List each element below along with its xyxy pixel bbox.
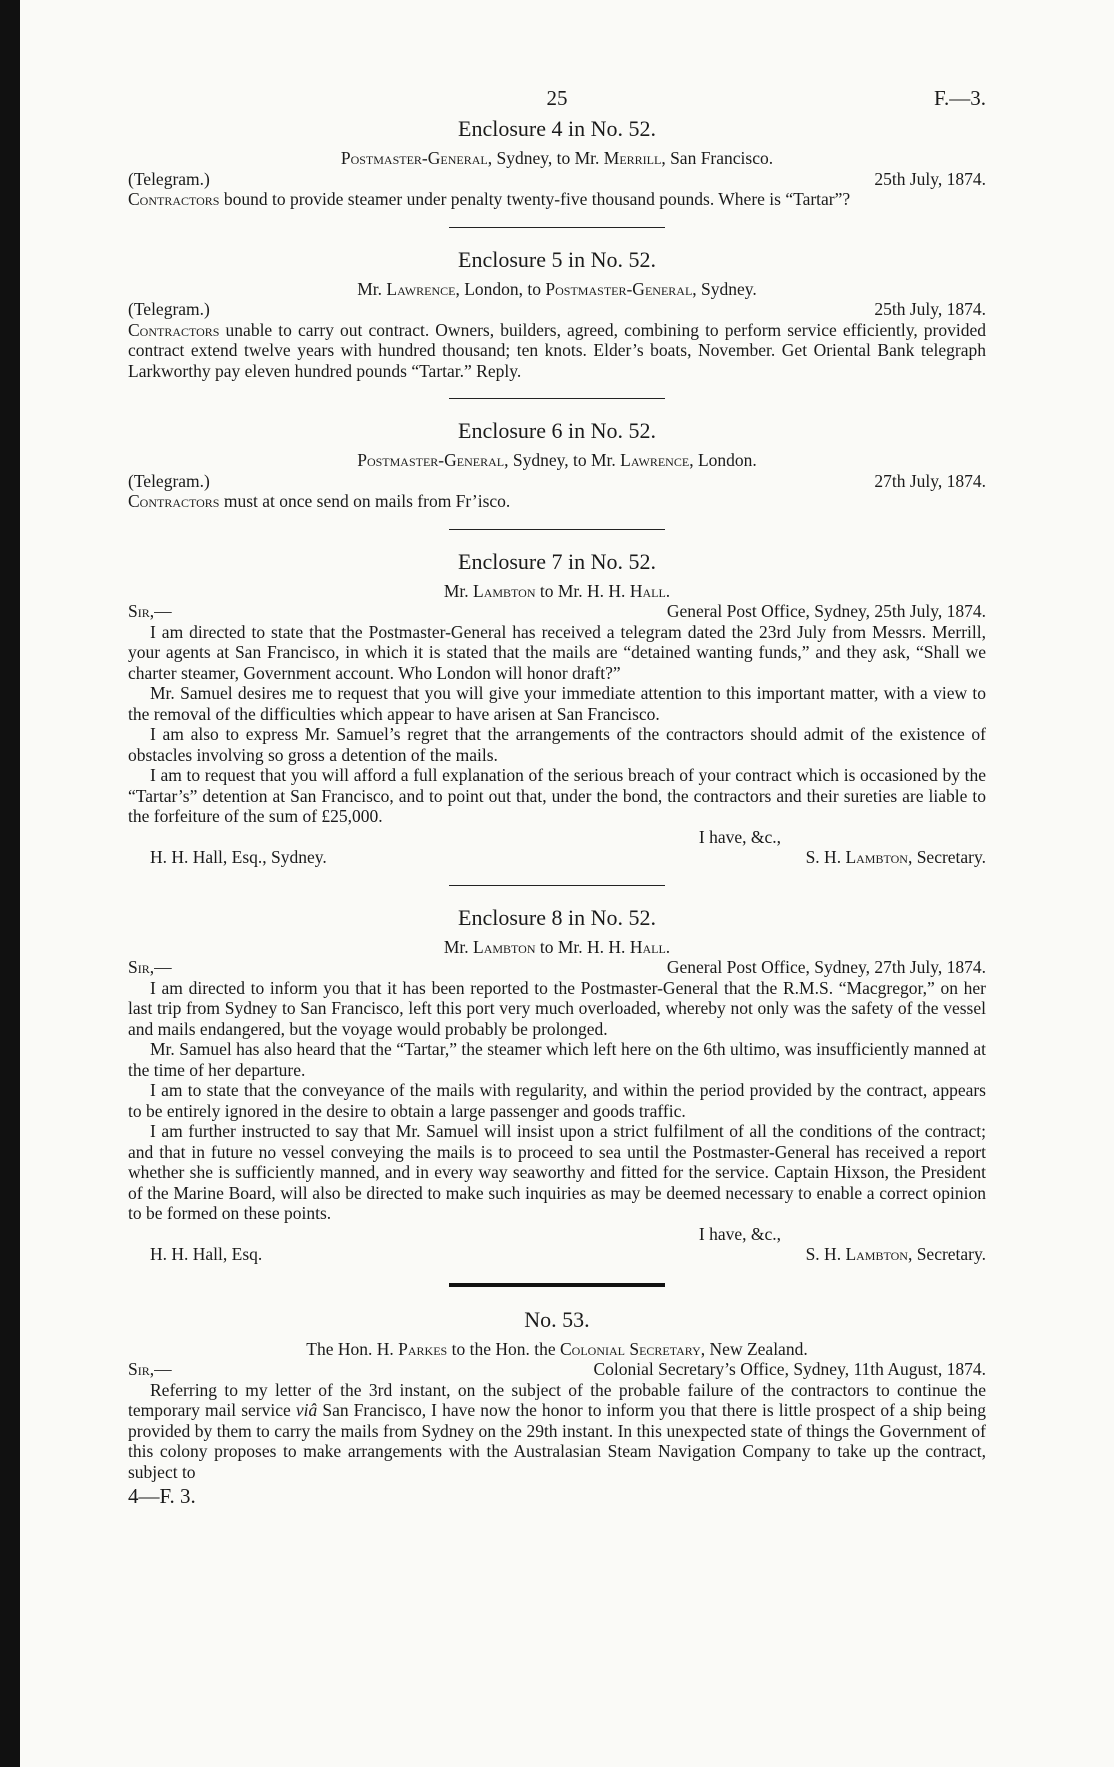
- recipient: Hall: [629, 580, 666, 601]
- major-divider: [449, 1283, 665, 1287]
- document-page: [128, 78, 986, 1507]
- salutation-line: [128, 1359, 986, 1380]
- section-divider: [449, 529, 665, 530]
- signatory-name: Lambton: [845, 1244, 908, 1264]
- page-header: [128, 78, 986, 114]
- letter-paragraph: I am directed to state that the Postmaster-General has received a telegram dated the 23rd July from Messrs. Merrill, your agents at San Francisco, in which it is stated that the mails are “detained wanting funds,” and they ask, “Shall we charter steamer, Government account. Who London will honor draft?”: [128, 621, 986, 683]
- letter-paragraph: Mr. Samuel has also heard that the “Tartar,” the steamer which left here on the 6th ultimo, was insufficiently manned at the time of her departure.: [128, 1039, 986, 1080]
- letter-title: No. 53.: [524, 1306, 590, 1332]
- letter-paragraph: I am also to express Mr. Samuel’s regret that the arrangements of the contractors should admit of the existence of obstacles involving so gross a detention of the mails.: [128, 724, 986, 765]
- body-lead: Contractors: [128, 319, 220, 340]
- route-text: , Sydney, to Mr.: [504, 450, 621, 470]
- recipient: Postmaster-General: [545, 278, 693, 299]
- body-lead: Contractors: [128, 189, 220, 209]
- enclosure-5: [128, 247, 986, 382]
- enclosure-7: [128, 549, 986, 868]
- salutation: Sir,—: [128, 601, 172, 621]
- route-line: [128, 279, 986, 300]
- route-end: , San Francisco.: [661, 148, 774, 168]
- telegram-line: [128, 471, 986, 492]
- body-text: unable to carry out contract. Owners, builders, agreed, combining to perform service efficiently, provided contract extend twelve years with hundred thousand; ten knots. Elder’s boats, November. Get Oriental Bank telegraph Larkworthy pay eleven hundred pounds “Tartar.” Reply.: [128, 319, 986, 381]
- telegram-date: 25th July, 1874.: [874, 168, 986, 189]
- signature-line: [128, 847, 986, 868]
- route-prefix: Mr.: [443, 580, 474, 601]
- paragraph-text: San Francisco, I have now the honor to inform you that there is little prospect of a ship being provided by them to carry the mails from Sydney on the 29th instant. In this unexpected state of things the Government of this colony proposes to make arrangements with the Australasian Steam Navigation Company to take up the contract, subject to: [128, 1400, 986, 1482]
- route-text: , London, to: [455, 278, 546, 299]
- telegram-kind: (Telegram.): [128, 168, 210, 189]
- signatory-initials: S. H.: [805, 1244, 846, 1264]
- dateline: Colonial Secretary’s Office, Sydney, 11th August, 1874.: [593, 1359, 986, 1379]
- body-text: bound to provide steamer under penalty twenty-five thousand pounds. Where is “Tartar”?: [219, 189, 851, 209]
- enclosure-6: [128, 418, 986, 512]
- recipient: Colonial Secretary: [559, 1338, 701, 1359]
- enclosure-title: Enclosure 7 in No. 52.: [458, 548, 656, 574]
- recipient: Lawrence: [620, 450, 690, 470]
- enclosure-title: Enclosure 5 in No. 52.: [458, 246, 656, 272]
- body-lead: Contractors: [128, 491, 220, 511]
- section-divider: [449, 398, 665, 399]
- telegram-date: 27th July, 1874.: [874, 470, 986, 491]
- signatory: [806, 1244, 986, 1265]
- sender: Lambton: [473, 580, 536, 601]
- telegram-date: 25th July, 1874.: [874, 299, 986, 319]
- signature-mark: 4—F. 3.: [128, 1484, 196, 1508]
- binding-edge: [0, 0, 20, 1767]
- letter-paragraph: I am to request that you will afford a full explanation of the serious breach of your contract which is occasioned by the “Tartar’s” detention at San Francisco, and to point out that, under the bond, the contractors and their sureties are liable to the forfeiture of the sum of £25,000.: [128, 765, 986, 826]
- enclosure-title: Enclosure 8 in No. 52.: [458, 904, 656, 930]
- closing: I have, &c.,: [698, 826, 781, 847]
- route-prefix: The Hon. H.: [306, 1338, 399, 1359]
- addressee: H. H. Hall, Esq.: [150, 1244, 263, 1264]
- route-text: to Mr. H. H.: [535, 580, 630, 601]
- paragraph-text: Referring to my letter of the 3rd instant, on the subject of the probable failure of the contractors to continue the temporary mail service: [128, 1379, 986, 1420]
- recipient: Merrill: [603, 148, 662, 168]
- letter-paragraph: I am directed to inform you that it has been reported to the Postmaster-General that the R.M.S. “Macgregor,” on her last trip from Sydney to San Francisco, left this port very much overloaded, whereby not only was the safety of the vessel and mails endangered, but the voyage would probably be prolonged.: [128, 977, 986, 1039]
- route-line: [128, 937, 986, 958]
- enclosure-8: [128, 905, 986, 1265]
- page-number: 25: [546, 86, 568, 110]
- letter-paragraph: Mr. Samuel desires me to request that you will give your immediate attention to this important matter, with a view to the removal of the difficulties which appear to have arisen at San Francisco.: [128, 683, 986, 724]
- dateline: General Post Office, Sydney, 25th July, 1874.: [666, 601, 986, 621]
- salutation-line: [128, 957, 986, 978]
- route-end: .: [665, 580, 671, 601]
- sender: Postmaster-General: [357, 450, 505, 470]
- telegram-body: [128, 491, 986, 512]
- closing: I have, &c.,: [698, 1223, 781, 1244]
- sender: Postmaster-General: [340, 148, 488, 168]
- route-text: to Mr. H. H.: [535, 936, 630, 957]
- letter-paragraph: [128, 1380, 986, 1483]
- route-text: to the Hon. the: [447, 1338, 560, 1359]
- signatory-title: , Secretary.: [907, 847, 986, 867]
- salutation: Sir,—: [128, 957, 172, 977]
- letter-paragraph: I am to state that the conveyance of the mails with regularity, and within the period provided by the contract, appears to be entirely ignored in the desire to obtain a large passenger and goods traffic.: [128, 1080, 986, 1121]
- sender: Parkes: [398, 1338, 448, 1359]
- signatory-title: , Secretary.: [907, 1244, 986, 1264]
- body-text: must at once send on mails from Fr’isco.: [219, 491, 511, 511]
- telegram-kind: (Telegram.): [128, 470, 210, 491]
- telegram-line: [128, 299, 986, 320]
- addressee: H. H. Hall, Esq., Sydney.: [150, 847, 327, 867]
- route-line: [128, 148, 986, 169]
- telegram-line: [128, 169, 986, 190]
- signatory: [806, 847, 986, 868]
- letter-no-53: [128, 1307, 986, 1507]
- route-end: , New Zealand.: [700, 1338, 808, 1359]
- telegram-body: [128, 320, 986, 382]
- route-end: , Sydney.: [692, 278, 757, 299]
- route-end: .: [665, 936, 671, 957]
- signature-line: [128, 1244, 986, 1265]
- letter-paragraph: I am further instructed to say that Mr. Samuel will insist upon a strict fulfilment of all the conditions of the contract; and that in future no vessel conveying the mails is to proceed to sea until the Postmaster-General has received a report whether she is sufficiently manned, and in every way seaworthy and fitted for the service. Captain Hixson, the President of the Marine Board, will also be directed to make such inquiries as may be deemed necessary to enable a correct opinion to be formed on these points.: [128, 1121, 986, 1223]
- paragraph-italic: viâ: [295, 1400, 318, 1420]
- telegram-kind: (Telegram.): [128, 299, 210, 319]
- enclosure-title: Enclosure 6 in No. 52.: [458, 418, 656, 443]
- dateline: General Post Office, Sydney, 27th July, 1874.: [666, 957, 986, 977]
- enclosure-4: [128, 116, 986, 210]
- route-prefix: Mr.: [443, 936, 474, 957]
- route-prefix: Mr.: [357, 278, 387, 299]
- route-line: [128, 581, 986, 602]
- route-end: , London.: [689, 450, 757, 470]
- salutation-line: [128, 601, 986, 622]
- route-line: [128, 1339, 986, 1360]
- route-text: , Sydney, to Mr.: [487, 148, 604, 168]
- paper-reference: F.—3.: [934, 86, 986, 110]
- signatory-initials: S. H.: [805, 847, 846, 867]
- salutation: Sir,—: [128, 1359, 172, 1379]
- route-line: [128, 450, 986, 471]
- sender: Lambton: [473, 936, 536, 957]
- section-divider: [449, 227, 665, 228]
- recipient: Hall: [629, 936, 666, 957]
- signatory-name: Lambton: [845, 847, 908, 867]
- sender: Lawrence: [386, 278, 456, 299]
- telegram-body: [128, 189, 986, 210]
- enclosure-title: Enclosure 4 in No. 52.: [458, 116, 656, 141]
- section-divider: [449, 885, 665, 886]
